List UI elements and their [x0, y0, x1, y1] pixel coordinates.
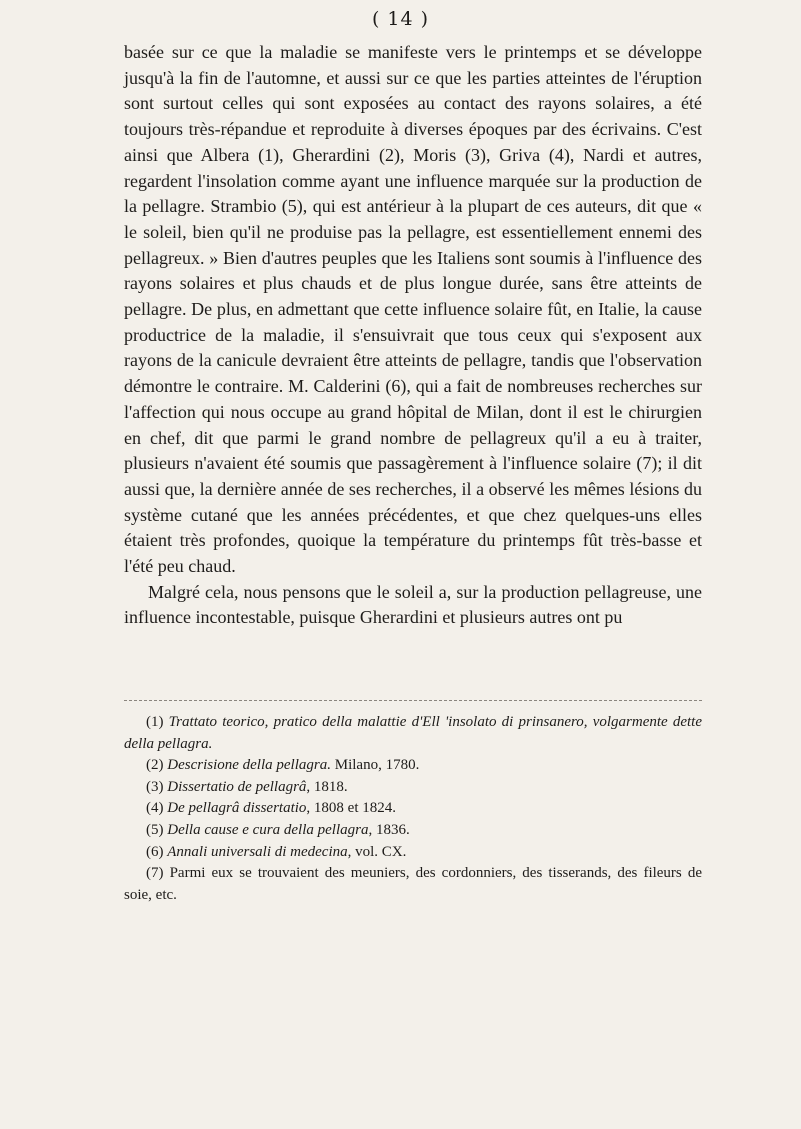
footnote-separator — [124, 700, 702, 701]
paragraph-2: Malgré cela, nous pensons que le soleil a, sur la production pellagreuse, une influence incontestable, puisque Gherardini et plusieurs autres ont pu — [124, 581, 702, 628]
footnote-title: De pellagrâ dissertatio — [167, 800, 307, 817]
footnote-rest: , vol. CX. — [347, 843, 407, 860]
footnote-number: (6) — [146, 843, 164, 860]
footnote-title: Annali universali di medecina — [167, 843, 348, 860]
footnote-6 — [124, 842, 702, 864]
footnote-rest: , 1836. — [368, 821, 410, 838]
footnote-title: Della cause e cura della pellagra — [167, 821, 369, 838]
footnote-rest: Milano, 1780. — [330, 757, 420, 774]
footnote-title: Dissertatio de pellagrâ — [167, 778, 307, 795]
footnote-rest: , 1818. — [306, 778, 348, 795]
footnotes — [124, 712, 702, 906]
paragraph-1: basée sur ce que la maladie se manifeste vers le printemps et se développe jusqu'à la fin de l'automne, et aussi sur ce que les parties atteintes de l'éruption sont surtout celles qui sont exposées au contact des rayons solaires, a été toujours très-répandue et reproduite à diverses époques par des écrivains. C'est ainsi que Albera (1), Gherardini (2), Moris (3), Griva (4), Nardi et autres, regardent l'insolation comme ayant une influence marquée sur la production de la pellagre. Strambio (5), qui est antérieur à la plupart de ces auteurs, dit que « le soleil, bien qu'il ne produise pas la pellagre, est essentiellement ennemi des pellagreux. » Bien d'autres peuples que les Italiens sont soumis à l'influence des rayons solaires et plus chauds et de plus longue durée, sans être atteints de pellagre. De plus, en admettant que cette influence solaire fût, en Italie, la cause productrice de la maladie, il s'ensuivrait que tous ceux qui s'exposent aux rayons de la canicule devraient être atteints de pellagre, tandis que l'observation démontre le contraire. M. Calderini (6), qui a fait de nombreuses recherches sur l'affection qui nous occupe au grand hôpital de Milan, dont il est le chirurgien en chef, dit que parmi le grand nombre de pellagreux qu'il a eu à traiter, plusieurs n'avaient été soumis que passagèrement à l'influence solaire (7); il dit aussi que, la dernière année de ses recherches, il a observé les mêmes lésions du système cutané que les années précédentes, et que chez quelques-uns elles étaient très profondes, quoique la température du printemps fût très-basse et l'été peu chaud. — [124, 42, 702, 577]
main-text — [124, 40, 702, 631]
footnote-title: Trattato teorico, pratico della malattie d'Ell 'insolato di prinsanero, volgarmente dette della pellagra. — [124, 714, 703, 752]
footnote-rest: , 1808 et 1824. — [306, 800, 396, 817]
footnote-2 — [124, 755, 702, 777]
footnote-5 — [124, 820, 702, 842]
footnote-1 — [124, 712, 702, 755]
footnote-3 — [124, 777, 702, 799]
footnote-number: (1) — [146, 714, 164, 730]
footnote-number: (5) — [146, 821, 164, 838]
footnote-7 — [124, 863, 702, 906]
footnote-rest: Parmi eux se trouvaient des meuniers, des cordonniers, des tisserands, des fileurs de soie, etc. — [124, 865, 703, 903]
footnote-number: (2) — [146, 757, 164, 774]
footnote-number: (7) — [146, 865, 164, 882]
footnote-number: (4) — [146, 800, 164, 817]
footnote-number: (3) — [146, 778, 164, 795]
page-number: ( 14 ) — [371, 8, 430, 30]
footnote-title: Descrisione della pellagra. — [167, 757, 331, 774]
footnote-4 — [124, 798, 702, 820]
